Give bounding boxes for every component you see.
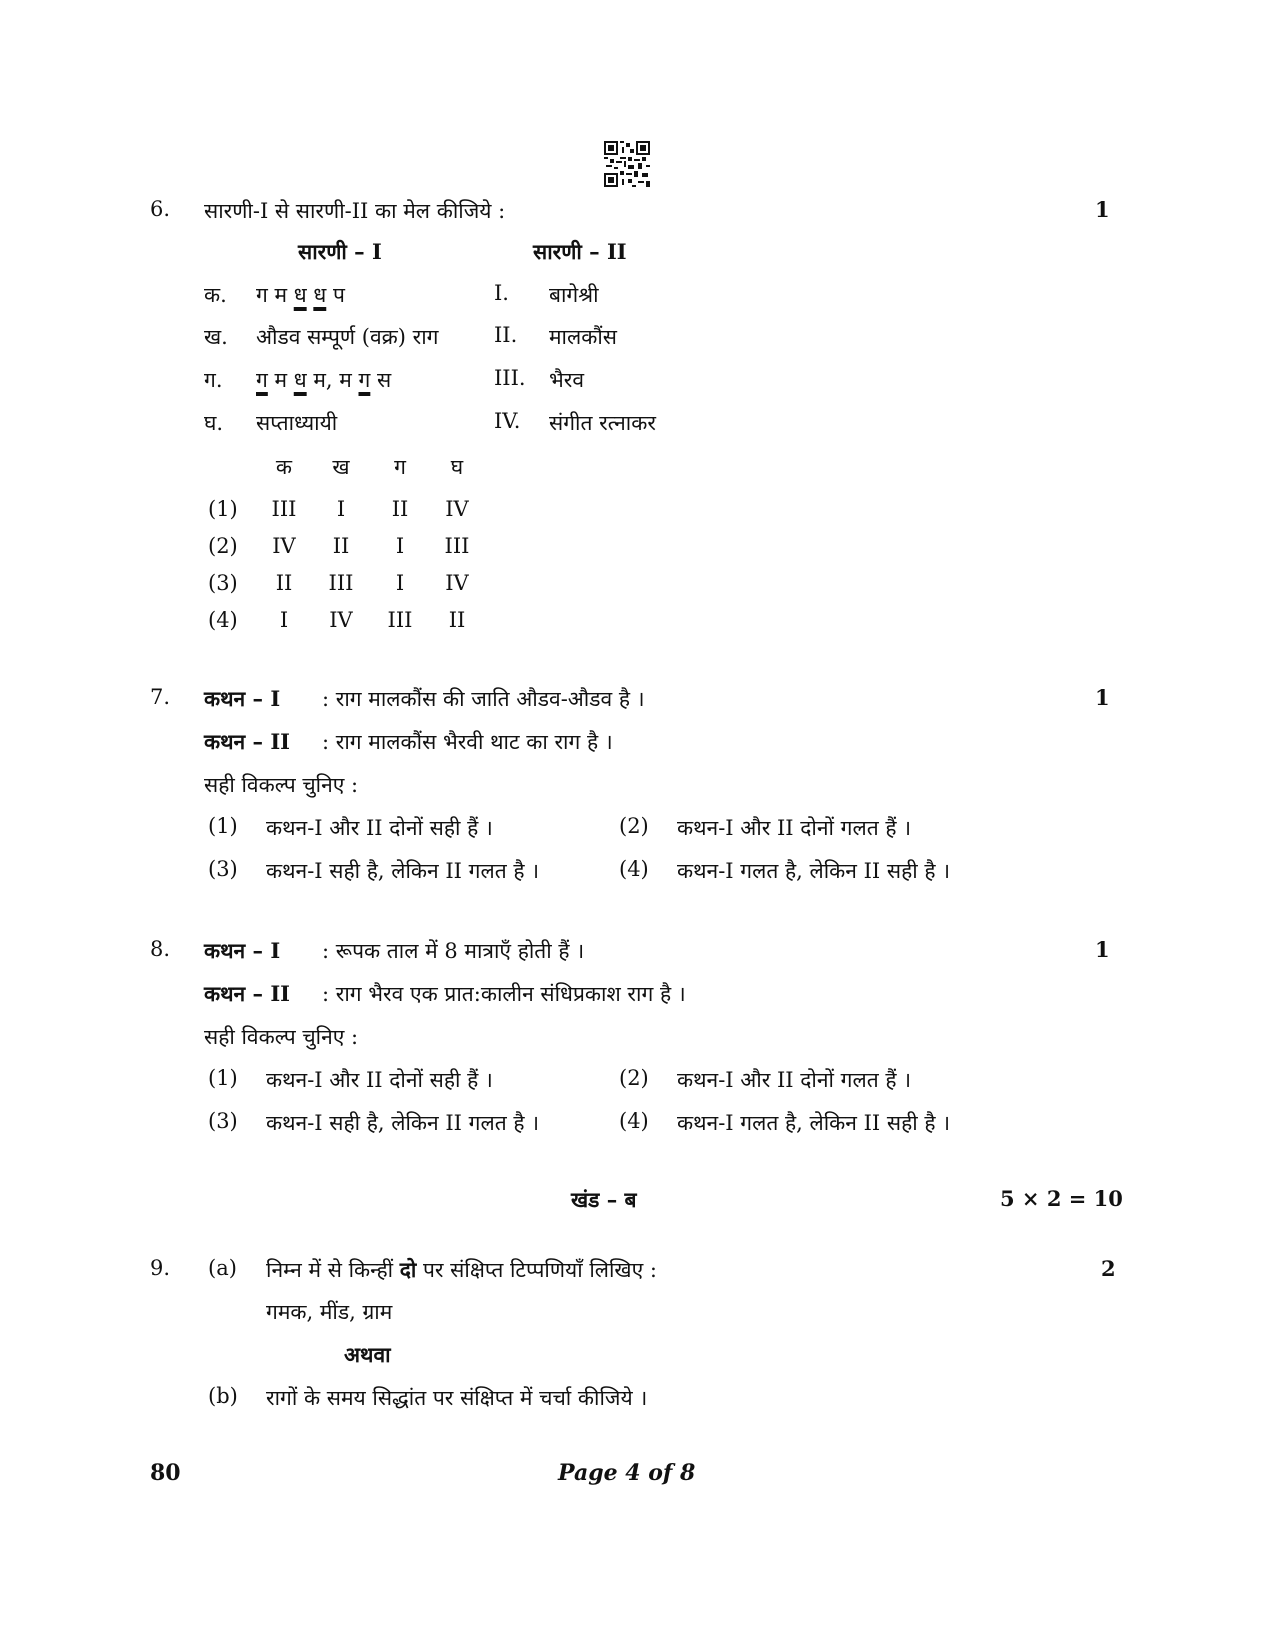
q6-option-label: (2): [208, 534, 238, 558]
q6-option-label: (4): [208, 608, 238, 632]
q6-option-value: I: [336, 497, 346, 521]
section-title: खंड – ब: [571, 1187, 637, 1212]
q6-option-value: I: [279, 608, 289, 632]
komal-swar-note: ग: [358, 368, 371, 392]
q6-column1-heading: सारणी – I: [298, 239, 382, 264]
q7-option4-text: कथन-I गलत है, लेकिन II सही है ।: [677, 859, 951, 883]
q7-statement1-text: : राग मालकौंस की जाति औडव-औडव है ।: [322, 687, 645, 711]
q6-text: सारणी-I से सारणी-II का मेल कीजिये :: [204, 199, 506, 223]
q6-option-value: I: [395, 571, 405, 595]
q6-option-value: II: [332, 534, 350, 558]
swar-text: ग म: [256, 283, 294, 307]
q6-right-item-text: मालकौंस: [549, 325, 617, 349]
q6-right-item-text: भैरव: [549, 368, 585, 392]
q6-left-item-label: घ.: [204, 411, 224, 435]
q9-marks: 2: [1101, 1256, 1116, 1281]
q9a-text-emphasis: दो: [399, 1257, 417, 1282]
q6-left-item-text: [256, 409, 337, 437]
q8-statement2-label: कथन – II: [204, 981, 290, 1006]
q6-option-column-head: ग: [394, 455, 406, 479]
q9-number: 9.: [150, 1256, 171, 1280]
q6-option-label: (1): [208, 497, 238, 521]
q6-right-item-text: बागेश्री: [549, 283, 599, 307]
q6-option-value: II: [448, 608, 466, 632]
q9a-terms: गमक, मींड, ग्राम: [266, 1300, 393, 1324]
q8-statement2-text: : राग भैरव एक प्रात:कालीन संधिप्रकाश राग है ।: [322, 982, 686, 1006]
q8-option4-text: कथन-I गलत है, लेकिन II सही है ।: [677, 1111, 951, 1135]
q6-right-item-text: संगीत रत्नाकर: [549, 411, 656, 435]
q9a-text-end: पर संक्षिप्त टिप्पणियाँ लिखिए :: [416, 1258, 657, 1282]
q6-option-value: III: [328, 571, 354, 595]
q6-left-item-text: [256, 281, 345, 309]
q6-left-item-label: क.: [204, 283, 227, 307]
q6-left-item-text: [256, 323, 438, 351]
q7-option2-label: (2): [619, 814, 649, 838]
komal-swar-note: ध: [293, 283, 307, 307]
q7-option1-label: (1): [208, 814, 238, 838]
q7-statement2-label: कथन – II: [204, 729, 290, 754]
q7-prompt: सही विकल्प चुनिए :: [204, 773, 359, 797]
q8-option2-text: कथन-I और II दोनों गलत हैं ।: [677, 1068, 912, 1092]
q9-or: अथवा: [344, 1342, 391, 1367]
q8-statement1-label: कथन – I: [204, 938, 281, 963]
q8-number: 8.: [150, 937, 171, 961]
q7-marks: 1: [1095, 685, 1110, 710]
q9b-label: (b): [208, 1384, 238, 1408]
q6-option-value: III: [271, 497, 297, 521]
q7-option4-label: (4): [619, 857, 649, 881]
q8-marks: 1: [1095, 937, 1110, 962]
q6-option-label: (3): [208, 571, 238, 595]
q8-option3-label: (3): [208, 1109, 238, 1133]
q7-statement1-label: कथन – I: [204, 686, 281, 711]
q7-number: 7.: [150, 685, 171, 709]
q7-statement2-text: : राग मालकौंस भैरवी थाट का राग है ।: [322, 730, 613, 754]
q6-option-value: IV: [445, 497, 469, 521]
paper-code: 80: [150, 1460, 181, 1486]
page-number: Page 4 of 8: [558, 1460, 696, 1486]
q6-left-item-label: ग.: [204, 368, 223, 392]
swar-text: सप्ताध्यायी: [256, 411, 338, 435]
q9b-text: रागों के समय सिद्धांत पर संक्षिप्त में चर्चा कीजिये ।: [266, 1386, 648, 1410]
q9a-label: (a): [208, 1256, 237, 1280]
q6-right-item-label: III.: [494, 366, 526, 390]
q7-option1-text: कथन-I और II दोनों सही हैं ।: [266, 816, 493, 840]
section-marks: 5 × 2 = 10: [1000, 1186, 1123, 1211]
q8-statement1-text: : रूपक ताल में 8 मात्राएँ होती हैं ।: [322, 939, 585, 963]
komal-swar-note: ध: [293, 368, 307, 392]
q7-option2-text: कथन-I और II दोनों गलत हैं ।: [677, 816, 912, 840]
qr-code-image: [604, 141, 650, 187]
q6-marks: 1: [1095, 197, 1110, 222]
q6-option-value: I: [395, 534, 405, 558]
q6-number: 6.: [150, 197, 171, 221]
q8-option3-text: कथन-I सही है, लेकिन II गलत है ।: [266, 1111, 540, 1135]
q6-left-item-label: ख.: [204, 325, 228, 349]
q6-option-value: III: [387, 608, 413, 632]
q6-right-item-label: II.: [494, 323, 518, 347]
q6-option-value: IV: [329, 608, 353, 632]
q8-option2-label: (2): [619, 1066, 649, 1090]
q6-option-value: III: [444, 534, 470, 558]
q6-option-value: II: [275, 571, 293, 595]
q8-prompt: सही विकल्प चुनिए :: [204, 1025, 359, 1049]
q8-option1-label: (1): [208, 1066, 238, 1090]
q8-option1-text: कथन-I और II दोनों सही हैं ।: [266, 1068, 493, 1092]
q6-right-item-label: IV.: [494, 409, 521, 433]
swar-text: म, म: [306, 368, 359, 392]
q6-option-value: IV: [272, 534, 296, 558]
q6-option-value: II: [391, 497, 409, 521]
q6-right-item-label: I.: [494, 281, 509, 305]
q6-option-value: IV: [445, 571, 469, 595]
swar-text: औडव सम्पूर्ण (वक्र) राग: [256, 325, 439, 349]
swar-text: स: [370, 368, 392, 392]
swar-text: म: [267, 368, 294, 392]
q8-option4-label: (4): [619, 1109, 649, 1133]
q7-option3-text: कथन-I सही है, लेकिन II गलत है ।: [266, 859, 540, 883]
q6-option-column-head: क: [275, 455, 293, 479]
q6-option-column-head: घ: [450, 455, 464, 479]
q9a-text: [266, 1256, 657, 1284]
komal-swar-note: ग: [256, 368, 268, 392]
q9a-text-start: निम्न में से किन्हीं: [266, 1258, 400, 1282]
q6-left-item-text: [256, 366, 391, 394]
komal-swar-note: ध: [313, 283, 327, 307]
swar-text: प: [326, 283, 345, 307]
q6-option-column-head: ख: [332, 455, 350, 479]
q7-option3-label: (3): [208, 857, 238, 881]
q6-column2-heading: सारणी – II: [533, 239, 627, 264]
